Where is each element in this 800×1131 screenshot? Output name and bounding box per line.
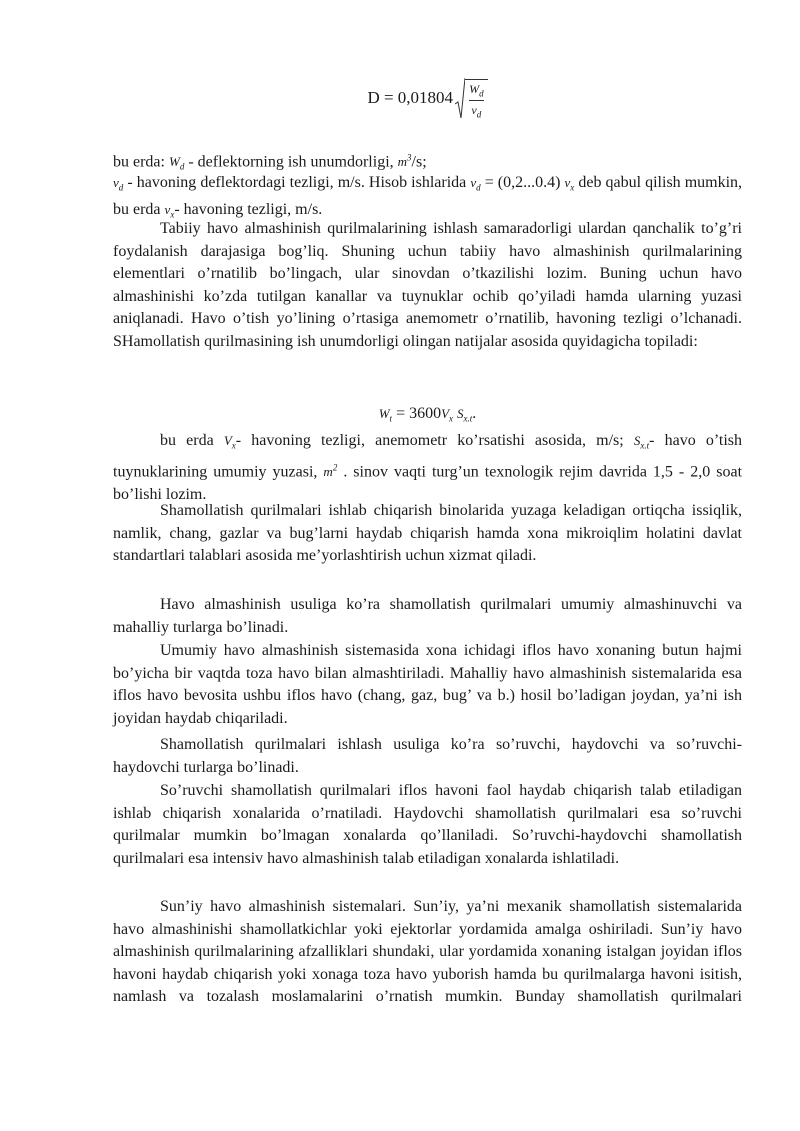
unit-tail: /s; xyxy=(411,153,427,171)
vd-description: - havoning deflektordagi tezligi, m/s. Hisob ishlarida xyxy=(127,174,467,191)
formula2-end: . xyxy=(472,405,477,422)
vd-symbol: $v_d$ xyxy=(113,175,124,193)
vd-symbol-2: $v_d$ xyxy=(470,175,481,193)
deflector-diameter-formula xyxy=(113,78,742,120)
test-duration-text: . sinov vaqti turg’un texnologik rejim davrida 1,5 - 2,0 soat bo’lishi lozim. xyxy=(113,463,743,503)
vx-anemometer-text: - havoning tezligi, anemometr ko’rsatishi asosida, m/s; xyxy=(235,432,624,449)
where-intro: bu erda: xyxy=(113,153,165,171)
paragraph-5: Shamollatish qurilmalari ishlash usuliga ko’ra so’ruvchi, haydovchi va so’ruvchi-haydovchi turlarga bo’linadi. xyxy=(113,736,742,776)
throughput-formula xyxy=(113,405,742,424)
sxt-description: - havo o’tish tuynuklarining umumiy yuzasi, xyxy=(113,432,743,481)
v-symbol: $V_x$ xyxy=(441,406,454,424)
s-symbol: $S_{x.t}$ xyxy=(457,406,473,424)
vx-big-symbol: $V_x$ xyxy=(223,433,236,451)
wd-description: - deflektorning ish unumdorligi, xyxy=(188,153,394,171)
paragraph-3: Havo almashinish usuliga ko’ra shamollatish qurilmalari umumiy almashinuvchi va mahalliy turlarga bo’linadi. xyxy=(113,596,742,636)
fraction xyxy=(465,79,488,120)
where3-intro: bu erda xyxy=(160,432,214,449)
paragraph-7: Sun’iy havo almashinish sistemalari. Sun’iy, ya’ni mexanik shamollatish sistemalarida havo almashinishi shamollatkichlar yoki ejektorlar yordamida amalga oshiriladi. Sun’iy havo almashinish qurilmalarining afzalliklari shundaki, ular yordamida xonaning istalgan joyidan iflos havoni haydab chiqarish yoki xonaga toza havo yuborish hamda bu qurilmalarga havoni isitish, namlash va tozalash moslamalarini o’rnatish mumkin. Bunday shamollatish qurilmalari xyxy=(113,898,742,1005)
denominator-sub: d xyxy=(476,109,482,120)
formula-lhs: D = 0,01804 xyxy=(367,87,454,107)
vx-intro: deb qabul qilish mumkin, bu erda xyxy=(113,174,743,219)
numerator-sub: d xyxy=(479,88,484,98)
wd-symbol: $W_d$ xyxy=(168,154,185,172)
paragraph-1: Tabiiy havo almashinish qurilmalarining ishlash samaradorligi ulardan qanchalik to’g’ri foydalanish darajasiga bog’liq. Shuning uchun tabiiy havo almashinish qurilmalarining elementlari o’rnatilib bo’lingach, ular sinovdan o’tkazilishi lozim. Buning uchun havo almashinishi ko’zda tutilgan kanallar va tuynuklar ochib qo’yiladi hamda ularning yuzasi aniqlanadi. Havo o’tish yo’lining o’rtasiga anemometr o’rnatilib, havoning tezligi o’lchanadi. SHamollatish qurilmasining ish unumdorligi olingan natijalar asosida quyidagicha topiladi: xyxy=(113,220,742,350)
radical-sign-icon xyxy=(455,78,465,120)
paragraph-6: So’ruvchi shamollatish qurilmalari iflos havoni faol haydab chiqarish talab etiladigan ishlab chiqarish xonalarida o’rnatiladi. Haydovchi shamollatish qurilmalari esa so’ruvchi qurilmalar mumkin bo’lmagan xonalarda qo’llaniladi. So’ruvchi-haydovchi shamollatish qurilmalari esa intensiv havo almashinish talab etiladigan xonalarda ishlatiladi. xyxy=(113,782,742,867)
numerator: W xyxy=(469,81,480,96)
m2-unit: $m^2$ xyxy=(323,463,338,480)
where-vx-paragraph xyxy=(113,430,742,506)
unit-m3: $m^3$ xyxy=(397,153,412,170)
vd-range: = (0,2...0.4) xyxy=(484,174,561,191)
sxt-symbol: $S_{x.t}$ xyxy=(633,433,650,451)
vx-symbol-2: $v_x$ xyxy=(164,202,175,220)
paragraph-2: Shamollatish qurilmalari ishlab chiqarish binolarida yuzaga keladigan ortiqcha issiqlik, namlik, chang, gazlar va bug’larni haydab chiqarish hamda xona mikroiqlim holatini davlat standartlari talablari asosida me’yorlashtirish uchun xizmat qiladi. xyxy=(113,502,742,564)
vx-description: - havoning tezligi, m/s. xyxy=(174,201,323,219)
paragraph-4: Umumiy havo almashinish sistemasida xona ichidagi iflos havo xonaning butun hajmi bo’yicha bir vaqtda toza havo bilan almashtiriladi. Mahalliy havo almashinish sistemalarida esa iflos havo bevosita ushbu iflos havo (chang, gaz, bug’ va b.) hosil bo’ladigan joydan, ya’ni ish joyidan haydab chiqariladi. xyxy=(113,642,742,727)
formula2-eq: = 3600 xyxy=(396,405,442,422)
denominator: v xyxy=(471,103,477,117)
wt-symbol: $W_t$ xyxy=(378,406,393,424)
vx-symbol: $v_x$ xyxy=(564,175,575,193)
square-root xyxy=(455,78,488,120)
